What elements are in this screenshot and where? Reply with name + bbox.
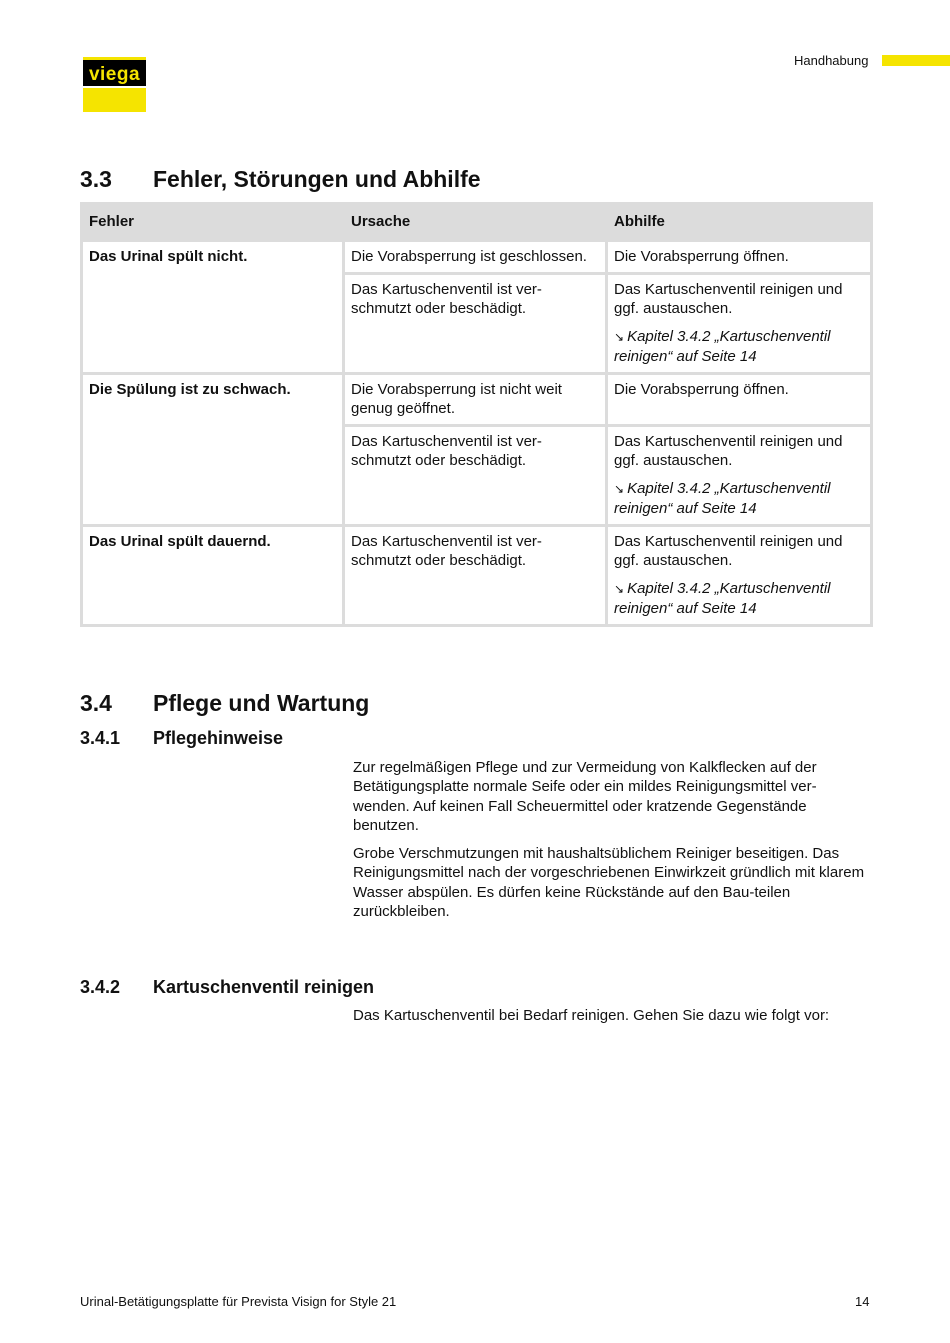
reference-arrow-icon: ↘ bbox=[614, 329, 625, 344]
table-row bbox=[82, 241, 872, 274]
footer-document-title: Urinal-Betätigungsplatte für Prevista Visign for Style 21 bbox=[80, 1294, 397, 1309]
table-row bbox=[82, 525, 872, 625]
section-title: Pflegehinweise bbox=[153, 728, 284, 748]
abhilfe-cell bbox=[607, 273, 872, 373]
cross-reference-link[interactable] bbox=[614, 327, 864, 367]
viega-logo bbox=[83, 57, 146, 112]
ursache-cell: Das Kartuschenventil ist ver-schmutzt oder beschädigt. bbox=[344, 273, 607, 373]
section-number: 3.4 bbox=[80, 690, 112, 716]
reference-arrow-icon: ↘ bbox=[614, 581, 625, 596]
cross-reference-link[interactable] bbox=[614, 479, 864, 519]
reference-arrow-icon: ↘ bbox=[614, 481, 625, 496]
section-title: Fehler, Störungen und Abhilfe bbox=[153, 166, 481, 192]
abhilfe-text: Das Kartuschenventil reinigen und ggf. austauschen. bbox=[614, 432, 843, 469]
fehler-cell: Die Spülung ist zu schwach. bbox=[82, 373, 344, 525]
section-number: 3.4.1 bbox=[80, 728, 121, 748]
section-3-4-heading bbox=[80, 690, 780, 720]
column-header-fehler: Fehler bbox=[82, 204, 344, 241]
footer-page-number: 14 bbox=[855, 1294, 870, 1309]
table-row bbox=[82, 373, 872, 425]
ursache-cell: Die Vorabsperrung ist geschlossen. bbox=[344, 241, 607, 274]
section-3-3-heading bbox=[80, 166, 780, 196]
section-3-4-2-heading bbox=[80, 977, 780, 1001]
header-section-label: Handhabung bbox=[794, 53, 869, 68]
fehler-cell: Das Urinal spült nicht. bbox=[82, 241, 344, 374]
abhilfe-text: Die Vorabsperrung öffnen. bbox=[614, 248, 789, 265]
reference-text: Kapitel 3.4.2 „Kartuschenventil reinigen“ auf Seite 14 bbox=[614, 579, 831, 617]
reference-text: Kapitel 3.4.2 „Kartuschenventil reinigen“ auf Seite 14 bbox=[614, 479, 831, 517]
column-header-ursache: Ursache bbox=[344, 204, 607, 241]
paragraph: Das Kartuschenventil bei Bedarf reinigen. Gehen Sie dazu wie folgt vor: bbox=[353, 1007, 830, 1024]
abhilfe-text: Das Kartuschenventil reinigen und ggf. austauschen. bbox=[614, 532, 843, 569]
reference-text: Kapitel 3.4.2 „Kartuschenventil reinigen“ auf Seite 14 bbox=[614, 327, 831, 365]
ursache-cell: Das Kartuschenventil ist ver-schmutzt oder beschädigt. bbox=[344, 525, 607, 625]
column-header-abhilfe: Abhilfe bbox=[607, 204, 872, 241]
section-3-4-1-heading bbox=[80, 728, 780, 752]
ursache-cell: Die Vorabsperrung ist nicht weit genug geöffnet. bbox=[344, 373, 607, 425]
logo-text: viega bbox=[83, 57, 146, 86]
abhilfe-cell bbox=[607, 241, 872, 274]
section-number: 3.4.2 bbox=[80, 977, 121, 997]
cross-reference-link[interactable] bbox=[614, 579, 864, 619]
abhilfe-text: Die Vorabsperrung öffnen. bbox=[614, 380, 789, 398]
paragraph: Grobe Verschmutzungen mit haushaltsüblichem Reiniger beseitigen. Das Reinigungsmittel nach der vorgeschriebenen Einwirkzeit gründlich mit klarem Wasser abspülen. Es dürfen keine Rückstände auf den Bau-teilen zurückbleiben. bbox=[353, 845, 865, 921]
abhilfe-cell bbox=[607, 525, 872, 625]
table-header-row bbox=[82, 204, 872, 241]
ursache-cell: Das Kartuschenventil ist ver-schmutzt oder beschädigt. bbox=[344, 425, 607, 525]
troubleshooting-table bbox=[80, 202, 873, 627]
section-number: 3.3 bbox=[80, 166, 112, 192]
section-title: Pflege und Wartung bbox=[153, 690, 370, 716]
section-title: Kartuschenventil reinigen bbox=[153, 977, 375, 997]
abhilfe-text: Das Kartuschenventil reinigen und ggf. austauschen. bbox=[614, 280, 843, 317]
cartridge-cleaning-text bbox=[353, 1006, 873, 1034]
paragraph: Zur regelmäßigen Pflege und zur Vermeidung von Kalkflecken auf der Betätigungsplatte normale Seife oder ein mildes Reinigungsmittel ver-wenden. Auf keinen Fall Scheuermittel oder kratzende Gegenstände benutzen. bbox=[353, 759, 817, 834]
abhilfe-cell bbox=[607, 425, 872, 525]
fehler-cell: Das Urinal spült dauernd. bbox=[82, 525, 344, 625]
logo-yellow-block bbox=[83, 88, 146, 112]
abhilfe-cell bbox=[607, 373, 872, 425]
header-accent-bar bbox=[882, 55, 950, 66]
care-instructions-text bbox=[353, 758, 873, 930]
